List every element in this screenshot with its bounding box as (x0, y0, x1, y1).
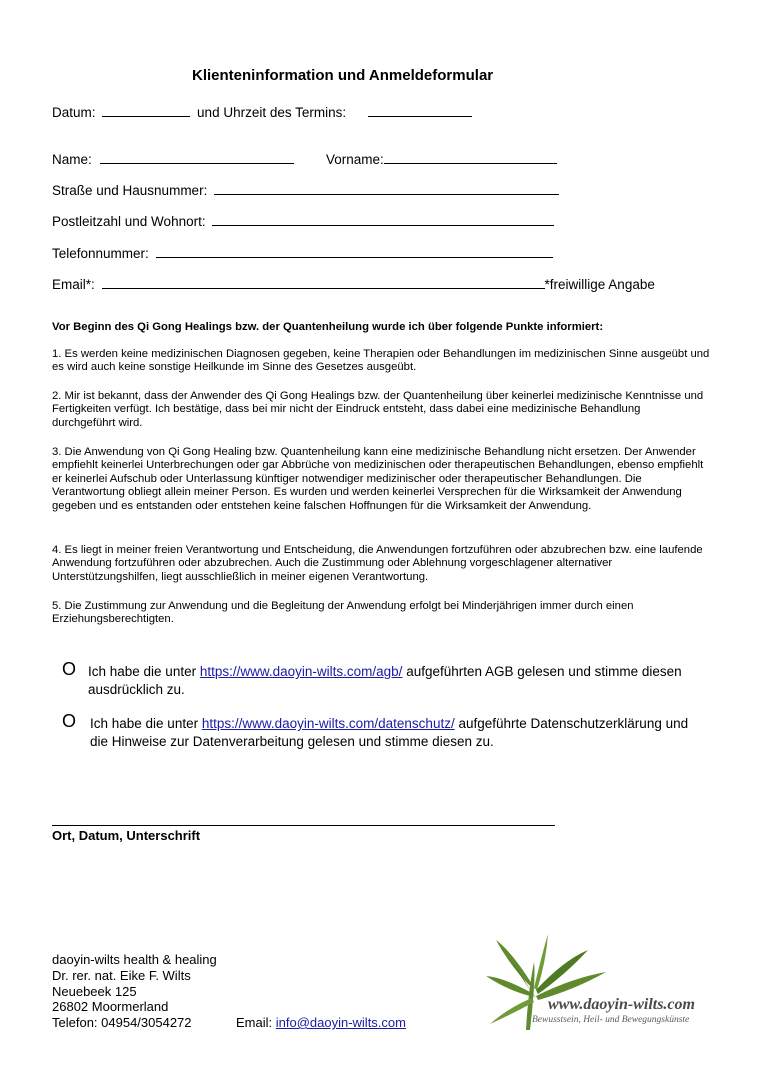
logo-slogan: Bewusstsein, Heil- und Bewegungskünste (532, 1015, 690, 1025)
consent-agb-line1 (88, 663, 728, 681)
info-point-2: 2. Mir ist bekannt, dass der Anwender des Qi Gong Healings bzw. der Quantenheilung über keinerlei medizinische Kenntnisse und Fertigkeiten verfügt. Ich bestätige, dass bei mir nicht der Eindruck entsteht, dass dabei eine medizinische Behandlung durchgeführt wird. (52, 390, 704, 429)
signature-label: Ort, Datum, Unterschrift (52, 828, 201, 843)
footer-email-link[interactable]: info@daoyin-wilts.com (275, 1015, 406, 1030)
consent-datenschutz-text (90, 715, 730, 751)
consent-datenschutz-line1 (90, 715, 730, 733)
footer-email-label: Email: (236, 1015, 276, 1030)
signature-line[interactable] (52, 825, 555, 826)
consent-agb-text (88, 663, 728, 699)
footer-email (236, 1015, 406, 1031)
plz-label: Postleitzahl und Wohnort: (52, 214, 206, 229)
strasse-input-line[interactable] (214, 181, 559, 195)
email-label: Email*: (52, 277, 95, 292)
email-note: *freiwillige Angabe (544, 277, 655, 292)
uhrzeit-input-line[interactable] (368, 103, 472, 117)
datum-label: Datum: (52, 105, 96, 120)
info-point-3: 3. Die Anwendung von Qi Gong Healing bzw. Quantenheilung kann eine medizinische Behandlung nicht ersetzen. Der Anwender empfiehlt keinerlei Unterbrechungen oder gar Abbrüche von medizinischen oder therapeutischen Behandlungen, ebenso empfiehlt er keinerlei Aufschub oder Unterlassung künftiger notwendiger medizinischer oder therapeutischer Behandlungen. Die Verantwortung obliegt allein meiner Person. Es wurden und werden keinerlei Versprechen für die Wirksamkeit der Anwendung gegeben und es entstanden oder entstehen keine falschen Hoffnungen für die Wirksamkeit der Anwendung. (52, 446, 704, 512)
info-point-5: 5. Die Zustimmung zur Anwendung und die Begleitung der Anwendung erfolgt bei Minderjährigen immer durch einen Erziehungsberechtigten. (52, 600, 634, 626)
info-point-4: 4. Es liegt in meiner freien Verantwortung und Entscheidung, die Anwendungen fortzuführen oder abzubrechen bzw. eine laufende Anwendung fortzuführen oder abzubrechen. Auch die Zustimmung oder Ablehnung vorgeschlagener alternativer Unterstützungshilfen, liegt ausschließlich in meiner eigenen Verantwortung. (52, 544, 703, 583)
address-line-name: Dr. rer. nat. Eike F. Wilts (52, 967, 191, 983)
footer-address (52, 952, 217, 1031)
name-row (52, 150, 294, 167)
vorname-label: Vorname: (326, 152, 384, 167)
form-title: Klienteninformation und Anmeldeformular (192, 67, 494, 84)
address-line-city: 26802 Moormerland (52, 999, 169, 1015)
consent-agb-after: aufgeführten AGB gelesen und stimme diesen (402, 664, 682, 679)
email-input-line[interactable] (102, 275, 545, 289)
address-line-street: Neuebeek 125 (52, 983, 137, 999)
address-line-phone: Telefon: 04954/3054272 (52, 1015, 192, 1031)
telefon-row (52, 244, 553, 261)
telefon-input-line[interactable] (156, 244, 553, 258)
logo (482, 932, 712, 1032)
vorname-input-line[interactable] (384, 150, 557, 164)
agb-link[interactable]: https://www.daoyin-wilts.com/agb/ (199, 664, 403, 679)
consent-datenschutz-line2: die Hinweise zur Datenverarbeitung gelesen und stimme diesen zu. (90, 734, 494, 749)
strasse-row (52, 181, 559, 198)
info-intro: Vor Beginn des Qi Gong Healings bzw. der Quantenheilung wurde ich über folgende Punkte informiert: (52, 321, 604, 333)
datum-row (52, 103, 472, 120)
email-row (52, 275, 655, 292)
strasse-label: Straße und Hausnummer: (52, 183, 208, 198)
uhrzeit-label: und Uhrzeit des Termins: (197, 105, 347, 120)
datum-input-line[interactable] (102, 103, 190, 117)
plz-input-line[interactable] (212, 212, 554, 226)
plz-row (52, 212, 554, 229)
consent-datenschutz-checkbox[interactable]: O (62, 711, 77, 731)
consent-agb-line2: ausdrücklich zu. (88, 682, 185, 697)
info-point-1: 1. Es werden keine medizinischen Diagnosen gegeben, keine Therapien oder Behandlungen im medizinischen Sinne ausgeübt und es wird auch keine sonstige Heilkunde im Sinne des Gesetzes ausgeübt. (52, 348, 710, 374)
name-label: Name: (52, 152, 92, 167)
consent-agb-before: Ich habe die unter (88, 664, 200, 679)
address-line-company: daoyin-wilts health & healing (52, 952, 217, 967)
telefon-label: Telefonnummer: (52, 246, 149, 261)
consent-datenschutz-after: aufgeführte Datenschutzerklärung und (454, 716, 689, 731)
name-input-line[interactable] (100, 150, 294, 164)
consent-agb-checkbox[interactable]: O (62, 659, 77, 679)
logo-url: www.daoyin-wilts.com (548, 996, 695, 1013)
consent-datenschutz-before: Ich habe die unter (90, 716, 202, 731)
datenschutz-link[interactable]: https://www.daoyin-wilts.com/datenschutz/ (201, 716, 455, 731)
vorname-row (326, 150, 557, 167)
